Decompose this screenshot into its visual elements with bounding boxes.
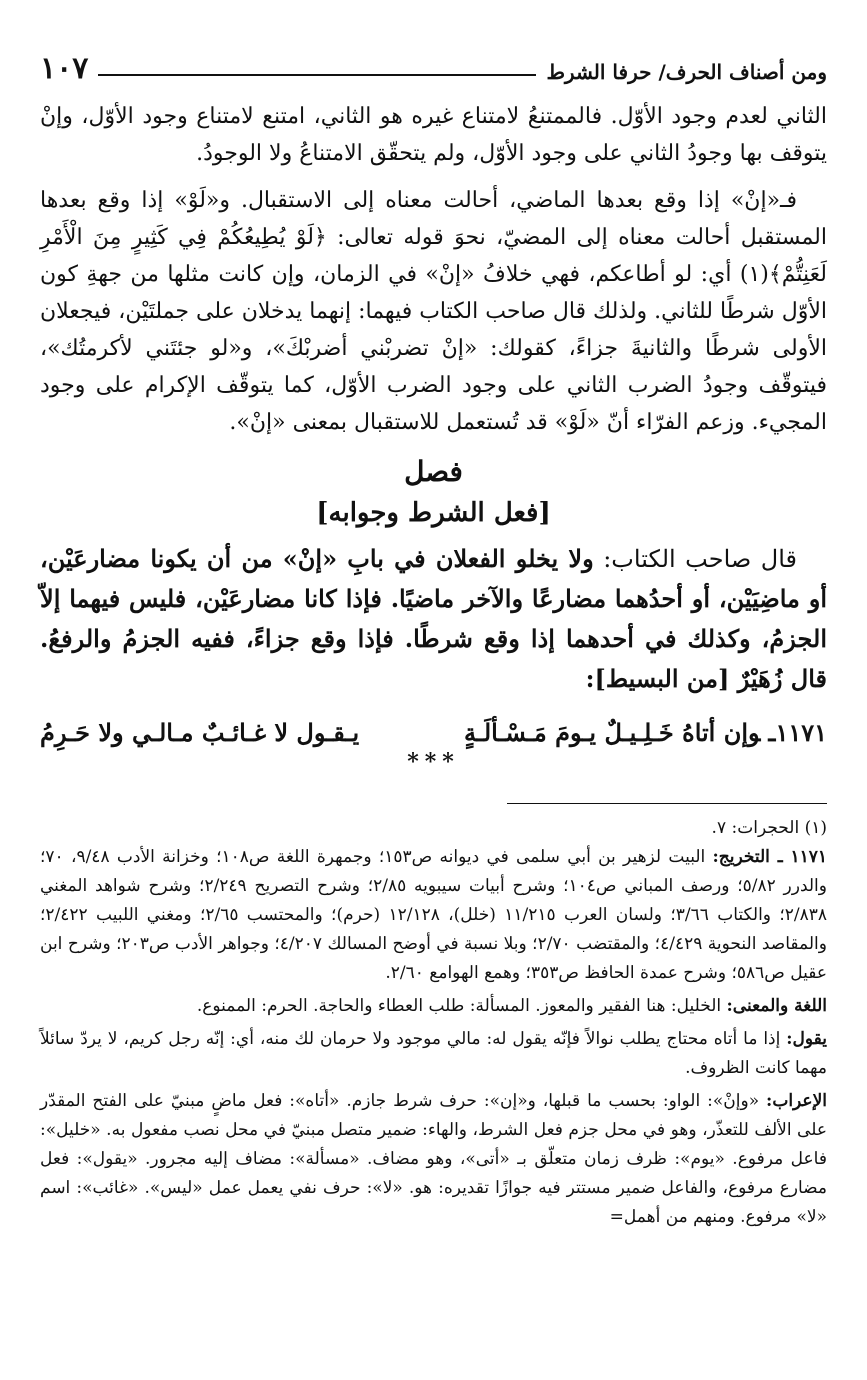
main-paragraph (40, 539, 827, 699)
yaqul-text: إذا ما أتاه محتاج يطلب نوالاً فإنّه يقول له: مالي موجود ولا حرمان لك منه، أي: إنّه رجل كريم، لا يردّ سائلاً مهما كانت الظروف. (40, 1029, 827, 1078)
takhrij-text: البيت لزهير بن أبي سلمى في ديوانه ص١٥٣؛ وجمهرة اللغة ص١٠٨؛ وخزانة الأدب ٩/٤٨، ٧٠؛ والدرر ٥/٨٢؛ ورصف المباني ص١٠٤؛ وشرح أبيات سيبويه ٢/٨٥؛ وشرح التصريح ٢/٢٤٩؛ وشرح شواهد المغني ٢/٨٣٨؛ والكتاب ٣/٦٦؛ ولسان العرب ١١/٢١٥ (خلل)، ١٢/١٢٨ (حرم)؛ والمحتسب ٢/٦٥؛ ومغني اللبيب ٢/٤٢٢؛ والمقاصد النحوية ٤/٤٢٩؛ والمقتضب ٢/٧٠؛ وبلا نسبة في أوضح المسالك ٤/٢٠٧؛ وجواهر الأدب ص٢٠٣؛ وشرح ابن عقيل ص٥٨٦؛ وشرح عمدة الحافظ ص٣٥٣؛ وهمع الهوامع ٢/٦٠. (40, 847, 828, 983)
footnote-1: (١) الحجرات: ٧. (711, 818, 827, 838)
paragraph-2: فـ«إنْ» إذا وقع بعدها الماضي، أحالت معناه إلى الاستقبال. و«لَوْ» إذا وقع بعدها المستقبل أحالت معناه إلى المضيّ، نحوَ قوله تعالى: ﴿لَوْ يُطِيعُكُمْ فِي كَثِيرٍ مِنَ الْأَمْرِ لَعَنِتُّمْ﴾(١) أي: لو أطاعكم، فهي خلافُ «إنْ» في الزمان، وإن كانت مثلها من جهةِ كون الأوّل شرطًا للثاني. ولذلك قال صاحب الكتاب فيهما: إنهما يدخلان على جملتَيْن، فيجعلان الأولى شرطًا والثانيةَ جزاءً، كقولك: «إنْ تضربْني أضربْكَ»، و«لو جئتَني لأكرمتُك»، فيتوقّف وجودُ الضرب الثاني على وجود الضرب الأوّل، كما يتوقّف الإكرام على وجود المجيء. وزعم الفرّاء أنّ «لَوْ» قد تُستعمل للاستقبال بمعنى «إنْ». (40, 188, 827, 435)
irab-label: الإعراب: (766, 1091, 827, 1111)
takhrij-label: ١١٧١ ـ التخريج: (712, 847, 828, 867)
footnote-lugha (40, 992, 827, 1021)
running-header (40, 48, 827, 84)
main-paragraph-lead: قال صاحب الكتاب: (593, 545, 797, 573)
section-title: فصل (404, 455, 463, 488)
footnote-irab (40, 1087, 827, 1232)
footnote-rule (507, 803, 827, 804)
verse-second-hemistich: يـقـول لا غـائـبٌ مـالـي ولا حَـرِمُ (40, 718, 360, 747)
page-number: ١٠٧ (40, 51, 89, 86)
paragraph-1: الثاني لعدم وجود الأوّل. فالممتنعُ لامتناع غيره هو الثاني، امتنع لامتناع وجود الأوّل، وإنْ يتوقف بها وجودُ الثاني على وجود الأوّل، ولم يتحقّق الامتناعُ ولا الوجودُ. (40, 104, 827, 166)
yaqul-label: يقول: (786, 1029, 827, 1049)
verse-first-hemistich: وإن أتاهُ خَـلِـيـلٌ يـومَ مَـسْـألَـةٍ (463, 718, 761, 747)
header-rule (98, 74, 536, 76)
section-subtitle: [فعل الشرط وجوابه] (316, 498, 551, 528)
verse-first-half (464, 713, 827, 753)
verse-number: ١١٧١ـ (768, 718, 827, 747)
lugha-text: الخليل: هنا الفقير والمعوز. المسألة: طلب العطاء والحاجة. الحرم: الممنوع. (196, 996, 727, 1016)
lugha-label: اللغة والمعنى: (726, 996, 827, 1016)
footnote-yaqul (40, 1025, 827, 1083)
verse-line (40, 713, 827, 753)
footnote-takhrij (40, 843, 827, 988)
body-text (40, 98, 827, 441)
separator-stars: *** (407, 749, 460, 775)
main-paragraph-bold: ولا يخلو الفعلان في بابِ «إنْ» من أن يكونا مضارعَيْن، أو ماضِيَيْن، أو أحدُهما مضارعًا والآخر ماضيًا. فإذا كانا مضارعَيْن، فليس فيهما إلاّ الجزمُ، وكذلك في أحدهما إذا وقع شرطًا. فإذا وقع جزاءً، ففيه الجزمُ والرفعُ. قال زُهَيْرٌ [من البسيط]: (40, 544, 827, 693)
header-title: ومن أصناف الحرف/ حرفا الشرط (546, 60, 827, 84)
irab-text: «وإنْ»: الواو: بحسب ما قبلها، و«إن»: حرف شرط جازم. «أتاه»: فعل ماضٍ مبنيّ على الفتح المقدّر على الألف للتعذّر، وهو في محل جزم فعل الشرط، والهاء: ضمير متصل مبنيّ في محل نصب مفعول به. «خليل»: فاعل مرفوع. «يوم»: ظرف زمان متعلّق بـ «أتى»، وهو مضاف. «مسألة»: مضاف إليه مجرور. «يقول»: فعل مضارع مرفوع، والفاعل ضمير مستتر فيه جوازًا تقديره: هو. «لا»: حرف نفي يعمل عمل «ليس». «غائب»: اسم «لا» مرفوع. ومنهم من أهمل= (40, 1091, 827, 1227)
